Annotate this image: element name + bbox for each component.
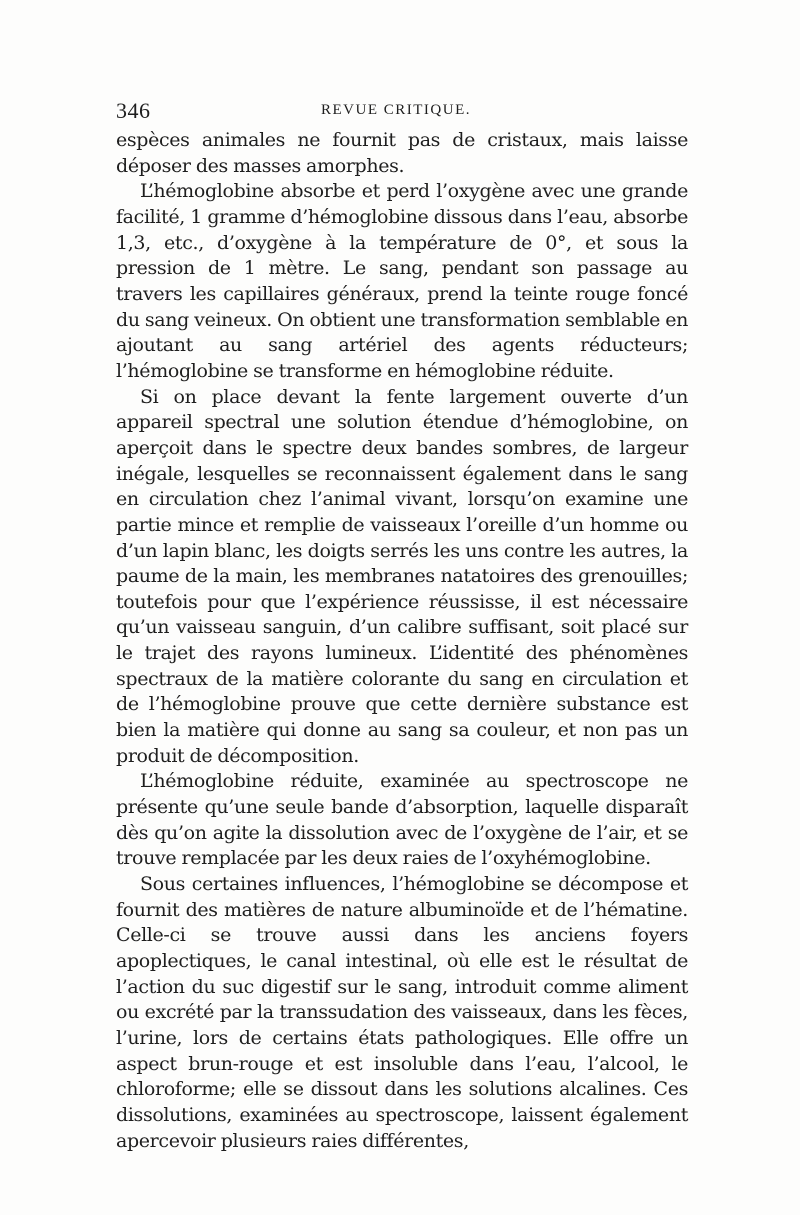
paragraph-hematin: Sous certaines influences, l’hémoglobine se décompose et fournit des matières de nature albuminoïde et de l’hématine. Celle-ci se trouve aussi dans les anciens foyers apoplectiques, le canal intestinal, où elle est le résultat de l’action du suc digestif sur le sang, introduit comme aliment ou excrété par la transsudation des vaisseaux, dans les fèces, l’urine, lors de certains états pathologiques. Elle offre un aspect brun-rouge et est insoluble dans l’eau, l’alcool, le chloroforme; elle se dissout dans les solutions alcalines. Ces dissolutions, examinées au spectroscope, laissent également apercevoir plusieurs raies différentes, [116, 873, 688, 1152]
journal-title: REVUE CRITIQUE. [321, 102, 471, 118]
paragraph-continuation: espèces animales ne fournit pas de cristaux, mais laisse déposer des masses amorphes. [116, 129, 688, 177]
page-number: 346 [116, 98, 151, 123]
paragraph-hemoglobin-oxygen: L’hémoglobine absorbe et perd l’oxygène avec une grande facilité, 1 gramme d’hémoglobine dissous dans l’eau, absorbe 1,3, etc., d’oxygène à la température de 0°, et sous la pression de 1 mètre. Le sang, pendant son passage au travers les capillaires généraux, prend la teinte rouge foncé du sang veineux. On obtient une transformation semblable en ajoutant au sang artériel des agents réducteurs; l’hémoglobine se transforme en hémoglobine réduite. [116, 180, 688, 382]
body-text [116, 128, 688, 1154]
paragraph-reduced-hemoglobin: L’hémoglobine réduite, examinée au spectroscope ne présente qu’une seule bande d’absorption, laquelle disparaît dès qu’on agite la dissolution avec de l’oxygène de l’air, et se trouve remplacée par les deux raies de l’oxyhémoglobine. [116, 770, 688, 870]
paragraph-spectral-bands: Si on place devant la fente largement ouverte d’un appareil spectral une solution étendue d’hémoglobine, on aperçoit dans le spectre deux bandes sombres, de largeur inégale, lesquelles se reconnaissent également dans le sang en circulation chez l’animal vivant, lorsqu’on examine une partie mince et remplie de vaisseaux l’oreille d’un homme ou d’un lapin blanc, les doigts serrés les uns contre les autres, la paume de la main, les membranes natatoires des grenouilles; toutefois pour que l’expérience réussisse, il est nécessaire qu’un vaisseau sanguin, d’un calibre suffisant, soit placé sur le trajet des rayons lumineux. L’identité des phénomènes spectraux de la matière colorante du sang en circulation et de l’hémoglobine prouve que cette dernière substance est bien la matière qui donne au sang sa couleur, et non pas un produit de décomposition. [116, 385, 688, 767]
running-head [116, 98, 688, 124]
